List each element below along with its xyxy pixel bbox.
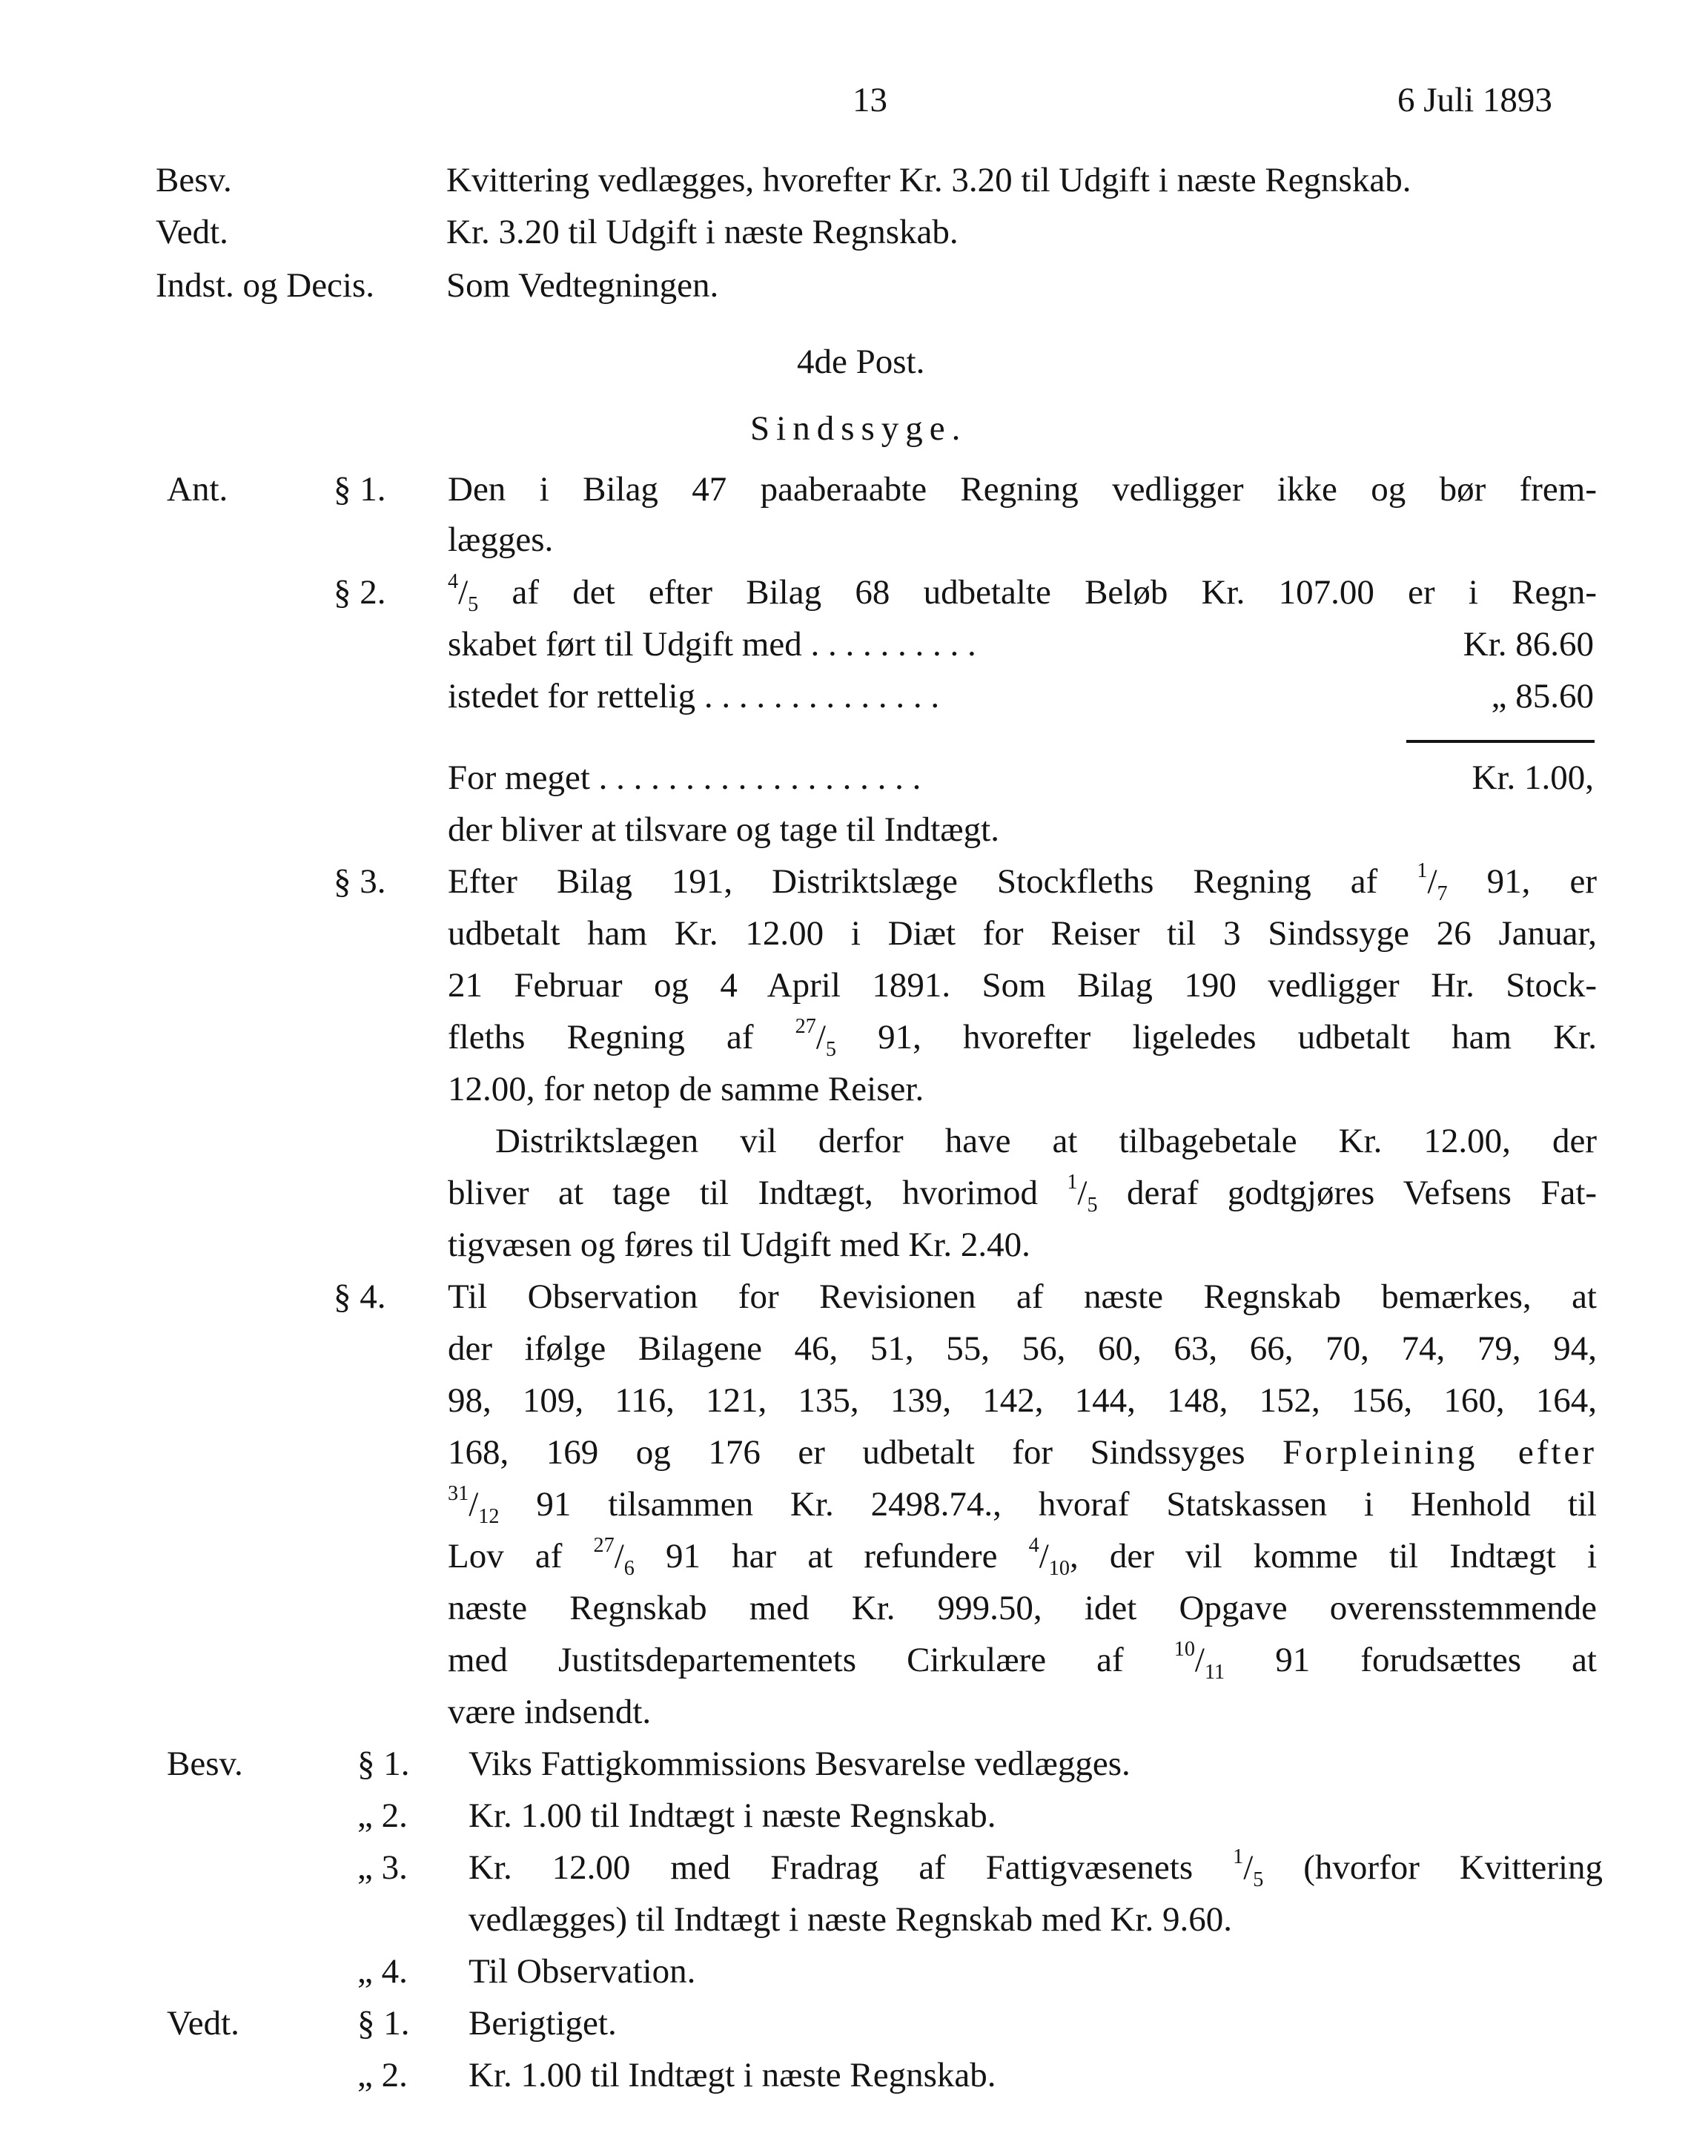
body-line: Berigtiget. [469, 2004, 617, 2043]
margin-note: Besv. [156, 161, 232, 199]
sum-rule [1406, 740, 1595, 743]
fraction: $^{31}/_{12}$ [448, 1481, 500, 1528]
account-line-amount: Kr. 86.60 [1463, 625, 1594, 664]
paragraph-number: § 2. [334, 573, 386, 612]
paragraph-number: § 4. [334, 1277, 386, 1316]
fraction: $^{10}/_{11}$ [1174, 1637, 1225, 1684]
account-line-label: skabet ført til Udgift med . . . . . . . . . . [448, 625, 976, 664]
paragraph-number: § 1. [357, 2004, 410, 2043]
page-date: 6 Juli 1893 [1397, 81, 1552, 119]
fraction: $^{27}/_5$ [795, 1014, 836, 1061]
paragraph-number: „ 2. [357, 2056, 408, 2094]
body-line: Til Observation. [469, 1952, 696, 1991]
body-line: være indsendt. [448, 1693, 652, 1731]
section-title: Sindssyge. [750, 409, 967, 448]
body-line: udbetalt ham Kr. 12.00 i Diæt for Reiser til 3 Sindssyge 26 Januar, [448, 914, 1597, 953]
page-number: 13 [853, 81, 887, 119]
paragraph-number: § 3. [334, 862, 386, 901]
paragraph-number: „ 3. [357, 1848, 408, 1887]
body-line: bliver at tage til Indtægt, hvorimod $^1/_5$ deraf godtgjøres Vefsens Fat- [448, 1170, 1598, 1217]
body-line: med Justitsdepartementets Cirkulære af $^{10}/_{11}$ 91 forudsættes at [448, 1637, 1597, 1684]
margin-note: Vedt. [156, 213, 228, 251]
body-line: Kvittering vedlægges, hvorefter Kr. 3.20 til Udgift i næste Regnskab. [446, 161, 1411, 199]
margin-note: Vedt. [167, 2004, 239, 2043]
body-line: 98, 109, 116, 121, 135, 139, 142, 144, 148, 152, 156, 160, 164, [448, 1381, 1597, 1420]
body-line: Viks Fattigkommissions Besvarelse vedlægges. [469, 1745, 1131, 1783]
fraction: $^1/_5$ [1067, 1170, 1098, 1217]
paragraph-number: „ 2. [357, 1796, 408, 1835]
body-line: vedlægges) til Indtægt i næste Regnskab med Kr. 9.60. [469, 1900, 1233, 1939]
margin-note: Ant. [167, 470, 228, 509]
body-line: Til Observation for Revisionen af næste Regnskab bemærkes, at [448, 1277, 1597, 1316]
body-line: Kr. 1.00 til Indtægt i næste Regnskab. [469, 2056, 996, 2094]
margin-note: Besv. [167, 1745, 243, 1783]
margin-note: Indst. og Decis. [156, 266, 375, 305]
body-line: Kr. 1.00 til Indtægt i næste Regnskab. [469, 1796, 996, 1835]
paragraph-number: § 1. [334, 470, 386, 509]
body-line: Kr. 3.20 til Udgift i næste Regnskab. [446, 213, 959, 251]
body-line: Den i Bilag 47 paaberaabte Regning vedligger ikke og bør frem- [448, 470, 1597, 509]
body-line: der ifølge Bilagene 46, 51, 55, 56, 60, 63, 66, 70, 74, 79, 94, [448, 1329, 1597, 1368]
body-line: fleths Regning af $^{27}/_5$ 91, hvorefter ligeledes udbetalt ham Kr. [448, 1014, 1597, 1061]
account-line-label: istedet for rettelig . . . . . . . . . . . . . . [448, 677, 940, 715]
fraction: $^1/_7$ [1417, 859, 1448, 905]
body-line: tigvæsen og føres til Udgift med Kr. 2.40. [448, 1226, 1030, 1264]
body-line: lægges. [448, 520, 554, 559]
body-line: der bliver at tilsvare og tage til Indtægt. [448, 810, 999, 849]
fraction: $^1/_5$ [1233, 1845, 1264, 1891]
paragraph-number: § 1. [357, 1745, 410, 1783]
account-line-amount: „ 85.60 [1491, 677, 1594, 715]
account-line-amount: Kr. 1.00, [1472, 758, 1594, 797]
body-line: Efter Bilag 191, Distriktslæge Stockfleths Regning af $^1/_7$ 91, er [448, 859, 1597, 905]
body-line: Kr. 12.00 med Fradrag af Fattigvæsenets $^1/_5$ (hvorfor Kvittering [469, 1845, 1603, 1891]
body-line: 168, 169 og 176 er udbetalt for Sindssyges Forpleining efter [448, 1433, 1598, 1472]
account-line-label: For meget . . . . . . . . . . . . . . . . . . . [448, 758, 921, 797]
body-line: Lov af $^{27}/_6$ 91 har at refundere $^4/_{10}$, der vil komme til Indtægt i [448, 1533, 1598, 1580]
body-line: $^{31}/_{12}$ 91 tilsammen Kr. 2498.74., hvoraf Statskassen i Henhold til [448, 1481, 1597, 1528]
body-line: Som Vedtegningen. [446, 266, 719, 305]
section-heading: 4de Post. [797, 343, 925, 381]
body-line: 21 Februar og 4 April 1891. Som Bilag 190 vedligger Hr. Stock- [448, 966, 1597, 1005]
paragraph-number: „ 4. [357, 1952, 408, 1991]
fraction: $^{27}/_6$ [593, 1533, 635, 1580]
body-line: Distriktslægen vil derfor have at tilbagebetale Kr. 12.00, der [495, 1122, 1597, 1160]
body-line: næste Regnskab med Kr. 999.50, idet Opgave overensstemmende [448, 1589, 1597, 1627]
body-line: $^4/_5$ af det efter Bilag 68 udbetalte Beløb Kr. 107.00 er i Regn- [448, 569, 1598, 616]
body-line: 12.00, for netop de samme Reiser. [448, 1070, 924, 1108]
fraction: $^4/_5$ [448, 569, 479, 616]
fraction: $^4/_{10}$ [1028, 1533, 1070, 1580]
